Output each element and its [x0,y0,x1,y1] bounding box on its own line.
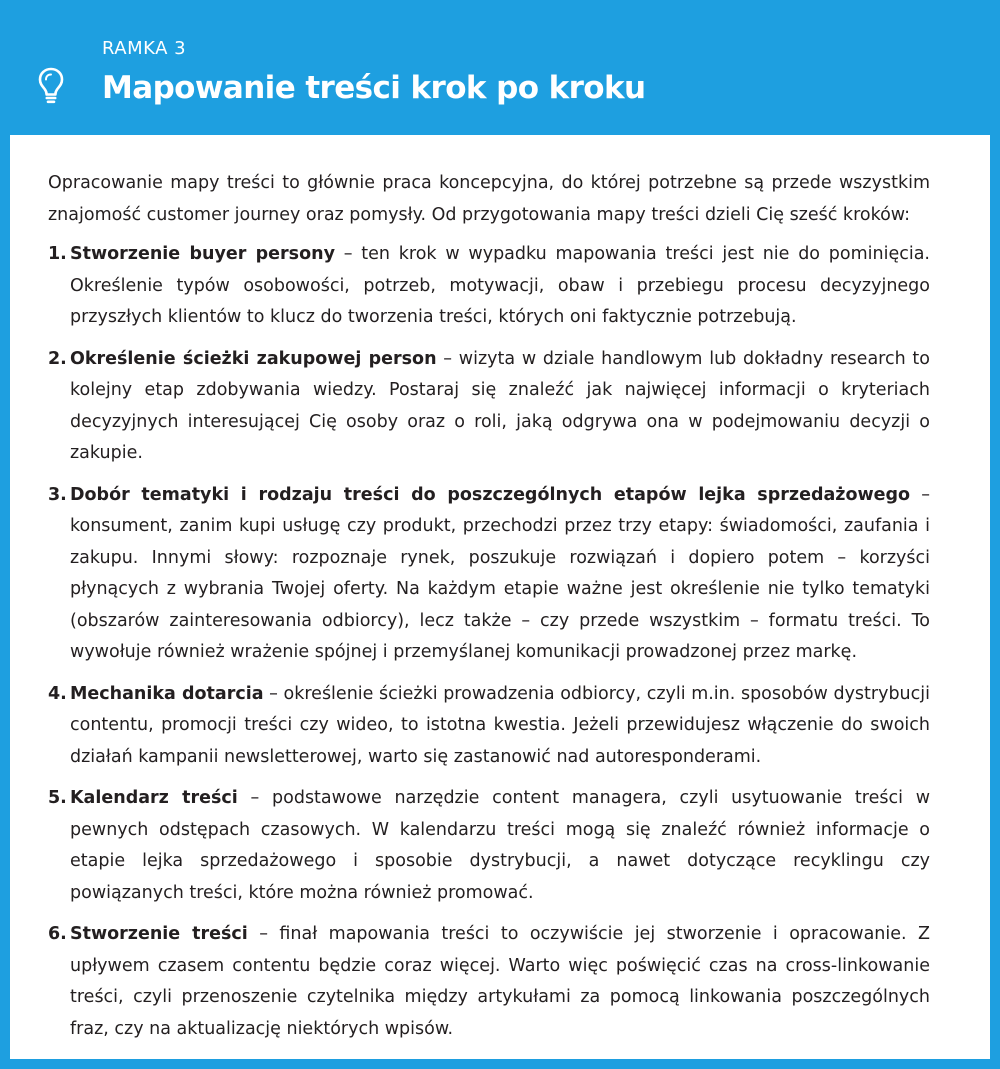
step-number: 3. [48,484,67,505]
step-text: – ten krok w wypadku mapowania treści jest nie do pominięcia. Określenie typów osobowości, potrzeb, motywacji, obaw i przebiegu procesu decyzyjnego przyszłych klientów to klucz do tworzenia treści, których oni faktycznie potrzebują. [70,244,930,327]
intro-paragraph: Opracowanie mapy treści to głównie praca koncepcyjna, do której potrzebne są przede wszystkim znajomość customer journey oraz pomysły. Od przygotowania mapy treści dzieli Cię sześć kroków: [48,173,930,225]
step-term: Stworzenie treści [70,924,248,944]
step-text: – określenie ścieżki prowadzenia odbiorcy, czyli m.in. sposobów dystrybucji contentu, promocji treści czy wideo, to istotna kwestia. Jeżeli przewidujesz włączenie do swoich działań kampanii newsletterowej, warto się zastanowić nad autoresponderami. [70,683,930,767]
step-number: 4. [48,683,67,704]
step-text: – podstawowe narzędzie content managera, czyli usytuowanie treści w pewnych odstępach czasowych. W kalendarzu treści mogą się znaleźć również informacje o etapie lejka sprzedażowego i sposobie dystrybucji, a nawet dotyczące recyklingu czy powiązanych treści, które można również promować. [70,788,931,903]
step-text: – wizyta w dziale handlowym lub dokładny research to kolejny etap zdobywania wiedzy. Postaraj się znaleźć jak najwięcej informacji o kryteriach decyzyjnych interesującej Cię osoby oraz o roli, jaką odgrywa ona w podejmowaniu decyzji o zakupie. [70,348,931,463]
step-item-6 [48,919,930,1045]
step-item-3 [48,480,930,669]
steps-list [48,239,930,1045]
box-content [10,135,990,1059]
step-term: Stworzenie buyer persony [70,244,335,264]
step-number: 6. [48,924,67,944]
step-number: 5. [48,788,67,808]
lightbulb-icon [37,66,65,106]
step-text: – finał mapowania treści to oczywiście jej stworzenie i opracowanie. Z upływem czasem contentu będzie coraz więcej. Warto więc poświęcić czas na cross-linkowanie treści, czyli przenoszenie czytelnika między artykułami za pomocą linkowania poszczególnych fraz, czy na aktualizację niektórych wpisów. [70,924,930,1039]
step-number: 2. [48,348,67,369]
step-text: – konsument, zanim kupi usługę czy produkt, przechodzi przez trzy etapy: świadomości, zaufania i zakupu. Innymi słowy: rozpoznaje rynek, poszukuje rozwiązań i dopiero potem – korzyści płynących z wybrania Twojej oferty. Na każdym etapie ważne jest określenie nie tylko tematyki (obszarów zainteresowania odbiorcy), lecz także – czy przede wszystkim – formatu treści. To wywołuje również wrażenie spójnej i przemyślanej komunikacji prowadzonej przez markę. [70,484,930,662]
box-label: RAMKA 3 [102,38,187,59]
box-header [10,0,990,135]
step-item-2 [48,344,930,470]
step-item-1 [48,239,930,334]
step-number: 1. [48,244,67,264]
step-term: Kalendarz treści [70,788,238,808]
box-title: Mapowanie treści krok po kroku [102,70,646,106]
step-term: Dobór tematyki i rodzaju treści do poszczególnych etapów lejka sprzedażowego [70,484,911,505]
step-item-5 [48,783,930,909]
step-item-4 [48,679,930,774]
step-term: Określenie ścieżki zakupowej person [70,348,437,369]
step-term: Mechanika dotarcia [70,683,264,704]
